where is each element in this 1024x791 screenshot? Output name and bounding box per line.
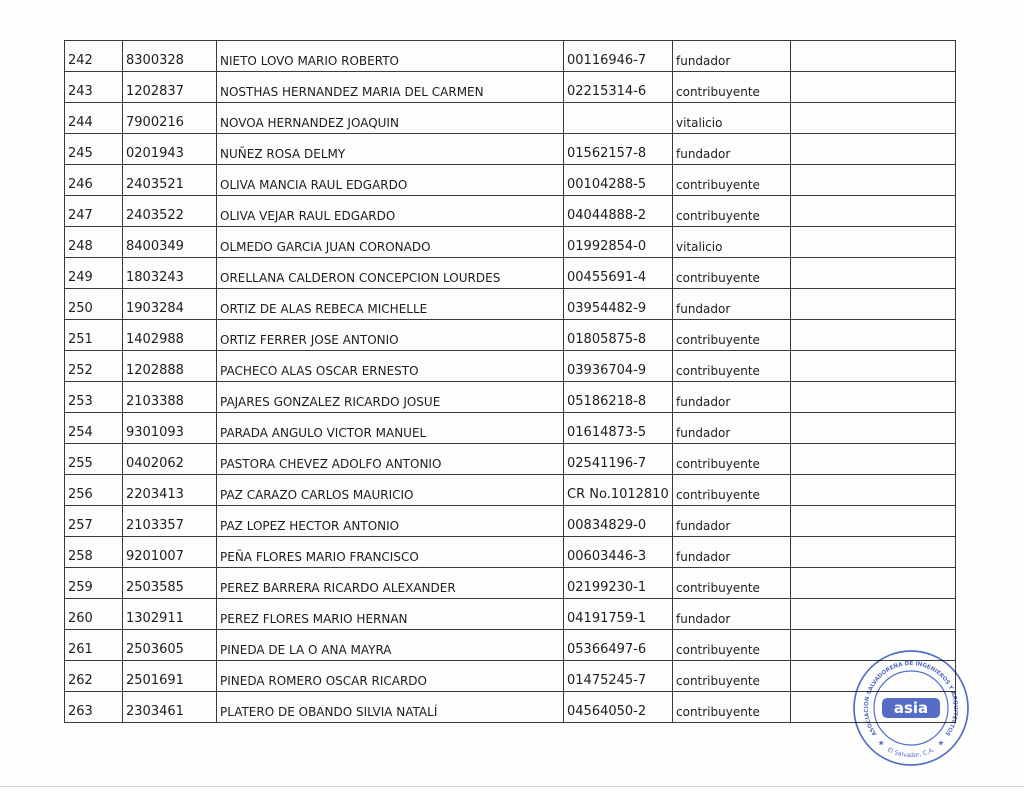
blank-cell (791, 165, 956, 196)
member-code-cell: 2203413 (123, 475, 217, 506)
blank-cell (791, 289, 956, 320)
member-category-cell: fundador (673, 506, 791, 537)
blank-cell (791, 103, 956, 134)
member-category-cell: fundador (673, 599, 791, 630)
blank-cell (791, 537, 956, 568)
table-row (65, 382, 956, 413)
blank-cell (791, 227, 956, 258)
member-name-cell: NOVOA HERNANDEZ JOAQUIN (217, 103, 564, 134)
member-category-cell: fundador (673, 382, 791, 413)
member-id-cell (564, 103, 673, 134)
member-code-cell: 2403521 (123, 165, 217, 196)
seal-bottom-text-path: El Salvador, C.A. (886, 746, 936, 760)
member-number-cell: 246 (65, 165, 123, 196)
member-number-cell: 257 (65, 506, 123, 537)
member-code-cell: 8300328 (123, 41, 217, 72)
table-row (65, 506, 956, 537)
blank-cell (791, 506, 956, 537)
member-id-cell: 01562157-8 (564, 134, 673, 165)
member-number-cell: 258 (65, 537, 123, 568)
member-category-cell: contribuyente (673, 661, 791, 692)
member-category-cell: vitalicio (673, 103, 791, 134)
member-id-cell: 04564050-2 (564, 692, 673, 723)
member-category-cell: contribuyente (673, 444, 791, 475)
seal-bottom-text (886, 746, 936, 759)
table-row (65, 196, 956, 227)
member-id-cell: 04191759-1 (564, 599, 673, 630)
member-code-cell: 2503605 (123, 630, 217, 661)
blank-cell (791, 413, 956, 444)
member-number-cell: 261 (65, 630, 123, 661)
member-category-cell: fundador (673, 289, 791, 320)
member-code-cell: 2103357 (123, 506, 217, 537)
member-name-cell: PEÑA FLORES MARIO FRANCISCO (217, 537, 564, 568)
member-category-cell: fundador (673, 41, 791, 72)
member-id-cell: 00834829-0 (564, 506, 673, 537)
member-category-cell: contribuyente (673, 258, 791, 289)
member-number-cell: 247 (65, 196, 123, 227)
member-category-cell: contribuyente (673, 692, 791, 723)
member-name-cell: NUÑEZ ROSA DELMY (217, 134, 564, 165)
member-name-cell: OLIVA VEJAR RAUL EDGARDO (217, 196, 564, 227)
member-number-cell: 259 (65, 568, 123, 599)
member-code-cell: 2501691 (123, 661, 217, 692)
blank-cell (791, 444, 956, 475)
seal-ring-text-path: ASOCIACION SALVADOREÑA DE INGENIEROS Y ARQUITECTOS (863, 660, 959, 737)
blank-cell (791, 134, 956, 165)
blank-cell (791, 351, 956, 382)
table-row (65, 661, 956, 692)
table-row (65, 413, 956, 444)
member-number-cell: 253 (65, 382, 123, 413)
member-name-cell: PAZ LOPEZ HECTOR ANTONIO (217, 506, 564, 537)
member-number-cell: 260 (65, 599, 123, 630)
table-row (65, 227, 956, 258)
member-id-cell: 03936704-9 (564, 351, 673, 382)
table-row (65, 320, 956, 351)
table-row (65, 258, 956, 289)
member-id-cell: 02215314-6 (564, 72, 673, 103)
member-code-cell: 2303461 (123, 692, 217, 723)
table-row (65, 134, 956, 165)
blank-cell (791, 599, 956, 630)
member-name-cell: PEREZ BARRERA RICARDO ALEXANDER (217, 568, 564, 599)
member-id-cell: CR No.1012810 (564, 475, 673, 506)
member-id-cell: 05366497-6 (564, 630, 673, 661)
member-name-cell: OLIVA MANCIA RAUL EDGARDO (217, 165, 564, 196)
member-id-cell: 01475245-7 (564, 661, 673, 692)
member-code-cell: 2503585 (123, 568, 217, 599)
member-number-cell: 242 (65, 41, 123, 72)
member-number-cell: 244 (65, 103, 123, 134)
member-name-cell: PINEDA DE LA O ANA MAYRA (217, 630, 564, 661)
member-number-cell: 245 (65, 134, 123, 165)
star-icon (938, 740, 944, 745)
table-row (65, 289, 956, 320)
member-category-cell: fundador (673, 134, 791, 165)
member-name-cell: PINEDA ROMERO OSCAR RICARDO (217, 661, 564, 692)
member-category-cell: contribuyente (673, 475, 791, 506)
member-category-cell: contribuyente (673, 72, 791, 103)
member-category-cell: contribuyente (673, 320, 791, 351)
member-id-cell: 01992854-0 (564, 227, 673, 258)
seal-logo-text: asia (893, 699, 929, 718)
member-id-cell: 05186218-8 (564, 382, 673, 413)
table-row (65, 537, 956, 568)
table-row (65, 41, 956, 72)
table-row (65, 568, 956, 599)
member-code-cell: 1202837 (123, 72, 217, 103)
member-name-cell: PARADA ANGULO VICTOR MANUEL (217, 413, 564, 444)
member-id-cell: 00116946-7 (564, 41, 673, 72)
member-category-cell: fundador (673, 537, 791, 568)
member-category-cell: vitalicio (673, 227, 791, 258)
association-seal (850, 647, 972, 769)
member-code-cell: 0402062 (123, 444, 217, 475)
member-code-cell: 1402988 (123, 320, 217, 351)
table-row (65, 351, 956, 382)
member-table-body (65, 41, 956, 723)
member-id-cell: 04044888-2 (564, 196, 673, 227)
member-name-cell: NIETO LOVO MARIO ROBERTO (217, 41, 564, 72)
member-number-cell: 249 (65, 258, 123, 289)
member-name-cell: ORTIZ FERRER JOSE ANTONIO (217, 320, 564, 351)
member-id-cell: 03954482-9 (564, 289, 673, 320)
member-number-cell: 243 (65, 72, 123, 103)
member-code-cell: 9301093 (123, 413, 217, 444)
member-name-cell: PASTORA CHEVEZ ADOLFO ANTONIO (217, 444, 564, 475)
table-row (65, 630, 956, 661)
member-category-cell: contribuyente (673, 568, 791, 599)
blank-cell (791, 72, 956, 103)
member-name-cell: OLMEDO GARCIA JUAN CORONADO (217, 227, 564, 258)
member-name-cell: ORELLANA CALDERON CONCEPCION LOURDES (217, 258, 564, 289)
table-row (65, 692, 956, 723)
member-id-cell: 00603446-3 (564, 537, 673, 568)
table-row (65, 165, 956, 196)
member-number-cell: 250 (65, 289, 123, 320)
star-icon (878, 740, 884, 745)
member-id-cell: 00104288-5 (564, 165, 673, 196)
member-category-cell: contribuyente (673, 165, 791, 196)
blank-cell (791, 475, 956, 506)
member-number-cell: 252 (65, 351, 123, 382)
member-code-cell: 2403522 (123, 196, 217, 227)
member-number-cell: 248 (65, 227, 123, 258)
member-code-cell: 9201007 (123, 537, 217, 568)
member-number-cell: 254 (65, 413, 123, 444)
blank-cell (791, 41, 956, 72)
table-row (65, 103, 956, 134)
member-code-cell: 8400349 (123, 227, 217, 258)
member-code-cell: 7900216 (123, 103, 217, 134)
member-id-cell: 01614873-5 (564, 413, 673, 444)
member-id-cell: 02541196-7 (564, 444, 673, 475)
member-table (64, 40, 956, 723)
table-row (65, 475, 956, 506)
blank-cell (791, 258, 956, 289)
blank-cell (791, 320, 956, 351)
table-row (65, 444, 956, 475)
member-code-cell: 1202888 (123, 351, 217, 382)
member-id-cell: 02199230-1 (564, 568, 673, 599)
member-id-cell: 01805875-8 (564, 320, 673, 351)
member-number-cell: 255 (65, 444, 123, 475)
member-code-cell: 1903284 (123, 289, 217, 320)
page-edge-line (0, 786, 1024, 787)
member-category-cell: contribuyente (673, 351, 791, 382)
member-id-cell: 00455691-4 (564, 258, 673, 289)
blank-cell (791, 196, 956, 227)
member-number-cell: 262 (65, 661, 123, 692)
member-code-cell: 1803243 (123, 258, 217, 289)
member-name-cell: ORTIZ DE ALAS REBECA MICHELLE (217, 289, 564, 320)
blank-cell (791, 382, 956, 413)
member-name-cell: PEREZ FLORES MARIO HERNAN (217, 599, 564, 630)
member-number-cell: 256 (65, 475, 123, 506)
member-code-cell: 2103388 (123, 382, 217, 413)
member-name-cell: PAZ CARAZO CARLOS MAURICIO (217, 475, 564, 506)
member-category-cell: fundador (673, 413, 791, 444)
table-row (65, 599, 956, 630)
member-code-cell: 1302911 (123, 599, 217, 630)
member-number-cell: 263 (65, 692, 123, 723)
table-row (65, 72, 956, 103)
member-category-cell: contribuyente (673, 630, 791, 661)
member-name-cell: PAJARES GONZALEZ RICARDO JOSUE (217, 382, 564, 413)
member-category-cell: contribuyente (673, 196, 791, 227)
member-number-cell: 251 (65, 320, 123, 351)
member-code-cell: 0201943 (123, 134, 217, 165)
member-name-cell: NOSTHAS HERNANDEZ MARIA DEL CARMEN (217, 72, 564, 103)
blank-cell (791, 568, 956, 599)
member-name-cell: PACHECO ALAS OSCAR ERNESTO (217, 351, 564, 382)
member-name-cell: PLATERO DE OBANDO SILVIA NATALÍ (217, 692, 564, 723)
